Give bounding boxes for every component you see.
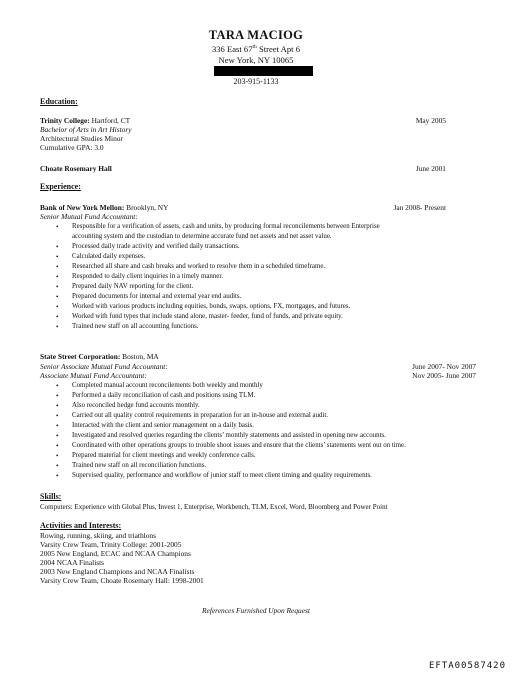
trinity-date: May 2005 bbox=[415, 116, 446, 125]
address-ordinal: th bbox=[252, 44, 257, 51]
bny-location: Brooklyn, NY bbox=[124, 203, 169, 212]
list-item: • Also reconciled hedge fund accounts monthly. bbox=[56, 401, 406, 411]
trinity-name: Trinity College: bbox=[40, 116, 90, 125]
bny-date: Jan 2008- Present bbox=[393, 203, 446, 212]
bny-bullet-list bbox=[56, 222, 380, 332]
list-item: • Responded to daily client inquiries in a timely manner. bbox=[56, 272, 380, 282]
list-item: • Interacted with the client and senior management on a daily basis. bbox=[56, 421, 406, 431]
document-stamp: EFTA00587420 bbox=[428, 661, 506, 671]
list-item: • Coordinated with other operations groups to trouble shoot issues and ensure that the clients’ statements went out on time. bbox=[56, 441, 406, 451]
choate-date: June 2001 bbox=[415, 164, 446, 173]
list-item: • Trained new staff on all accounting functions. bbox=[56, 322, 380, 332]
activity-item: 2005 New England, ECAC and NCAA Champions bbox=[40, 549, 191, 558]
address-street: Street Apt 6 bbox=[256, 44, 301, 54]
bny-name: Bank of New York Mellon: bbox=[40, 203, 125, 212]
candidate-name: TARA MACIOG bbox=[208, 28, 304, 42]
list-item: • Investigated and resolved queries regarding the clients’ monthly statements and assisted in opening new accounts. bbox=[56, 431, 406, 441]
activity-item: Rowing, running, skiing, and triathlons bbox=[40, 531, 156, 540]
activity-item: Varsity Crew Team, Trinity College: 2001-2005 bbox=[40, 540, 182, 549]
list-item: • Prepared material for client meetings and weekly conference calls. bbox=[56, 451, 406, 461]
list-item: • Calculated daily expenses. bbox=[56, 252, 380, 262]
state-street-bullet-list bbox=[56, 381, 406, 481]
state-street-location: Boston, MA bbox=[120, 352, 159, 361]
list-item: • Performed a daily reconciliation of cash and positions using TLM. bbox=[56, 391, 406, 401]
list-item: • Processed daily trade activity and verified daily transactions. bbox=[56, 242, 380, 252]
list-item: • Prepared documents for internal and external year end audits. bbox=[56, 292, 380, 302]
list-item: • Completed manual account reconcilements both weekly and monthly bbox=[56, 381, 406, 391]
minor: Architectural Studies Minor bbox=[40, 134, 123, 143]
redaction-bar bbox=[214, 66, 313, 76]
bny-title: Senior Mutual Fund Accountant: bbox=[40, 212, 138, 221]
address-line-1 bbox=[0, 44, 512, 54]
list-item: • Responsible for a verification of assets, cash and units, by producing formal reconcilements between Enterprise bbox=[56, 222, 380, 232]
state-street-date-2: Nov 2005- June 2007 bbox=[412, 371, 476, 380]
education-heading: Education: bbox=[40, 97, 78, 106]
trinity-location: Hartford, CT bbox=[89, 116, 131, 125]
address-line-2: New York, NY 10065 bbox=[218, 55, 294, 65]
bny-line bbox=[40, 203, 168, 212]
list-item: • Researched all share and cash breaks and worked to resolve them in a scheduled timeframe. bbox=[56, 262, 380, 272]
activities-heading: Activities and Interests: bbox=[40, 521, 122, 530]
trinity-line bbox=[40, 116, 130, 125]
state-street-title-1: Senior Associate Mutual Fund Accountant: bbox=[40, 362, 168, 371]
list-item: • Prepared daily NAV reporting for the client. bbox=[56, 282, 380, 292]
state-street-date-1: June 2007- Nov 2007 bbox=[412, 362, 476, 371]
skills-heading: Skills: bbox=[40, 492, 62, 501]
list-item: • Worked with various products including equities, bonds, swaps, options, FX, mortgages, and futures. bbox=[56, 302, 380, 312]
gpa: Cumulative GPA: 3.0 bbox=[40, 143, 104, 152]
list-item: • Trained new staff on all reconciliation functions. bbox=[56, 461, 406, 471]
list-item: • Carried out all quality control requirements in preparation for an in-house and external audit. bbox=[56, 411, 406, 421]
phone-number: 203-915-1133 bbox=[233, 77, 279, 86]
activity-item: 2003 New England Champions and NCAA Finalists bbox=[40, 567, 195, 576]
address-street-number: 336 East 67 bbox=[211, 44, 253, 54]
state-street-name: State Street Corporation: bbox=[40, 352, 121, 361]
list-item: • Worked with fund types that include stand alone, master- feeder, fund of funds, and private equity. bbox=[56, 312, 380, 322]
degree: Bachelor of Arts in Art History bbox=[40, 125, 132, 134]
skills-text: Computers: Experience with Global Plus, Invest 1, Enterprise, Workbench, TLM, Excel, Word, Bloomberg and Power Point bbox=[40, 503, 388, 511]
activity-item: 2004 NCAA Finalists bbox=[40, 558, 105, 567]
references-note: References Furnished Upon Request bbox=[202, 606, 310, 615]
experience-heading: Experience: bbox=[40, 182, 81, 191]
choate-name: Choate Rosemary Hall bbox=[40, 164, 112, 173]
list-item: • Supervised quality, performance and workflow of junior staff to meet client timing and quality requirements. bbox=[56, 471, 406, 481]
list-item: accounting system and the custodian to determine accurate fund net assets and net asset value. bbox=[72, 233, 332, 240]
state-street-line bbox=[40, 352, 159, 361]
state-street-title-2: Associate Mutual Fund Accountant: bbox=[40, 371, 147, 380]
activity-item: Varsity Crew Team, Choate Rosemary Hall: 1998-2001 bbox=[40, 576, 204, 585]
